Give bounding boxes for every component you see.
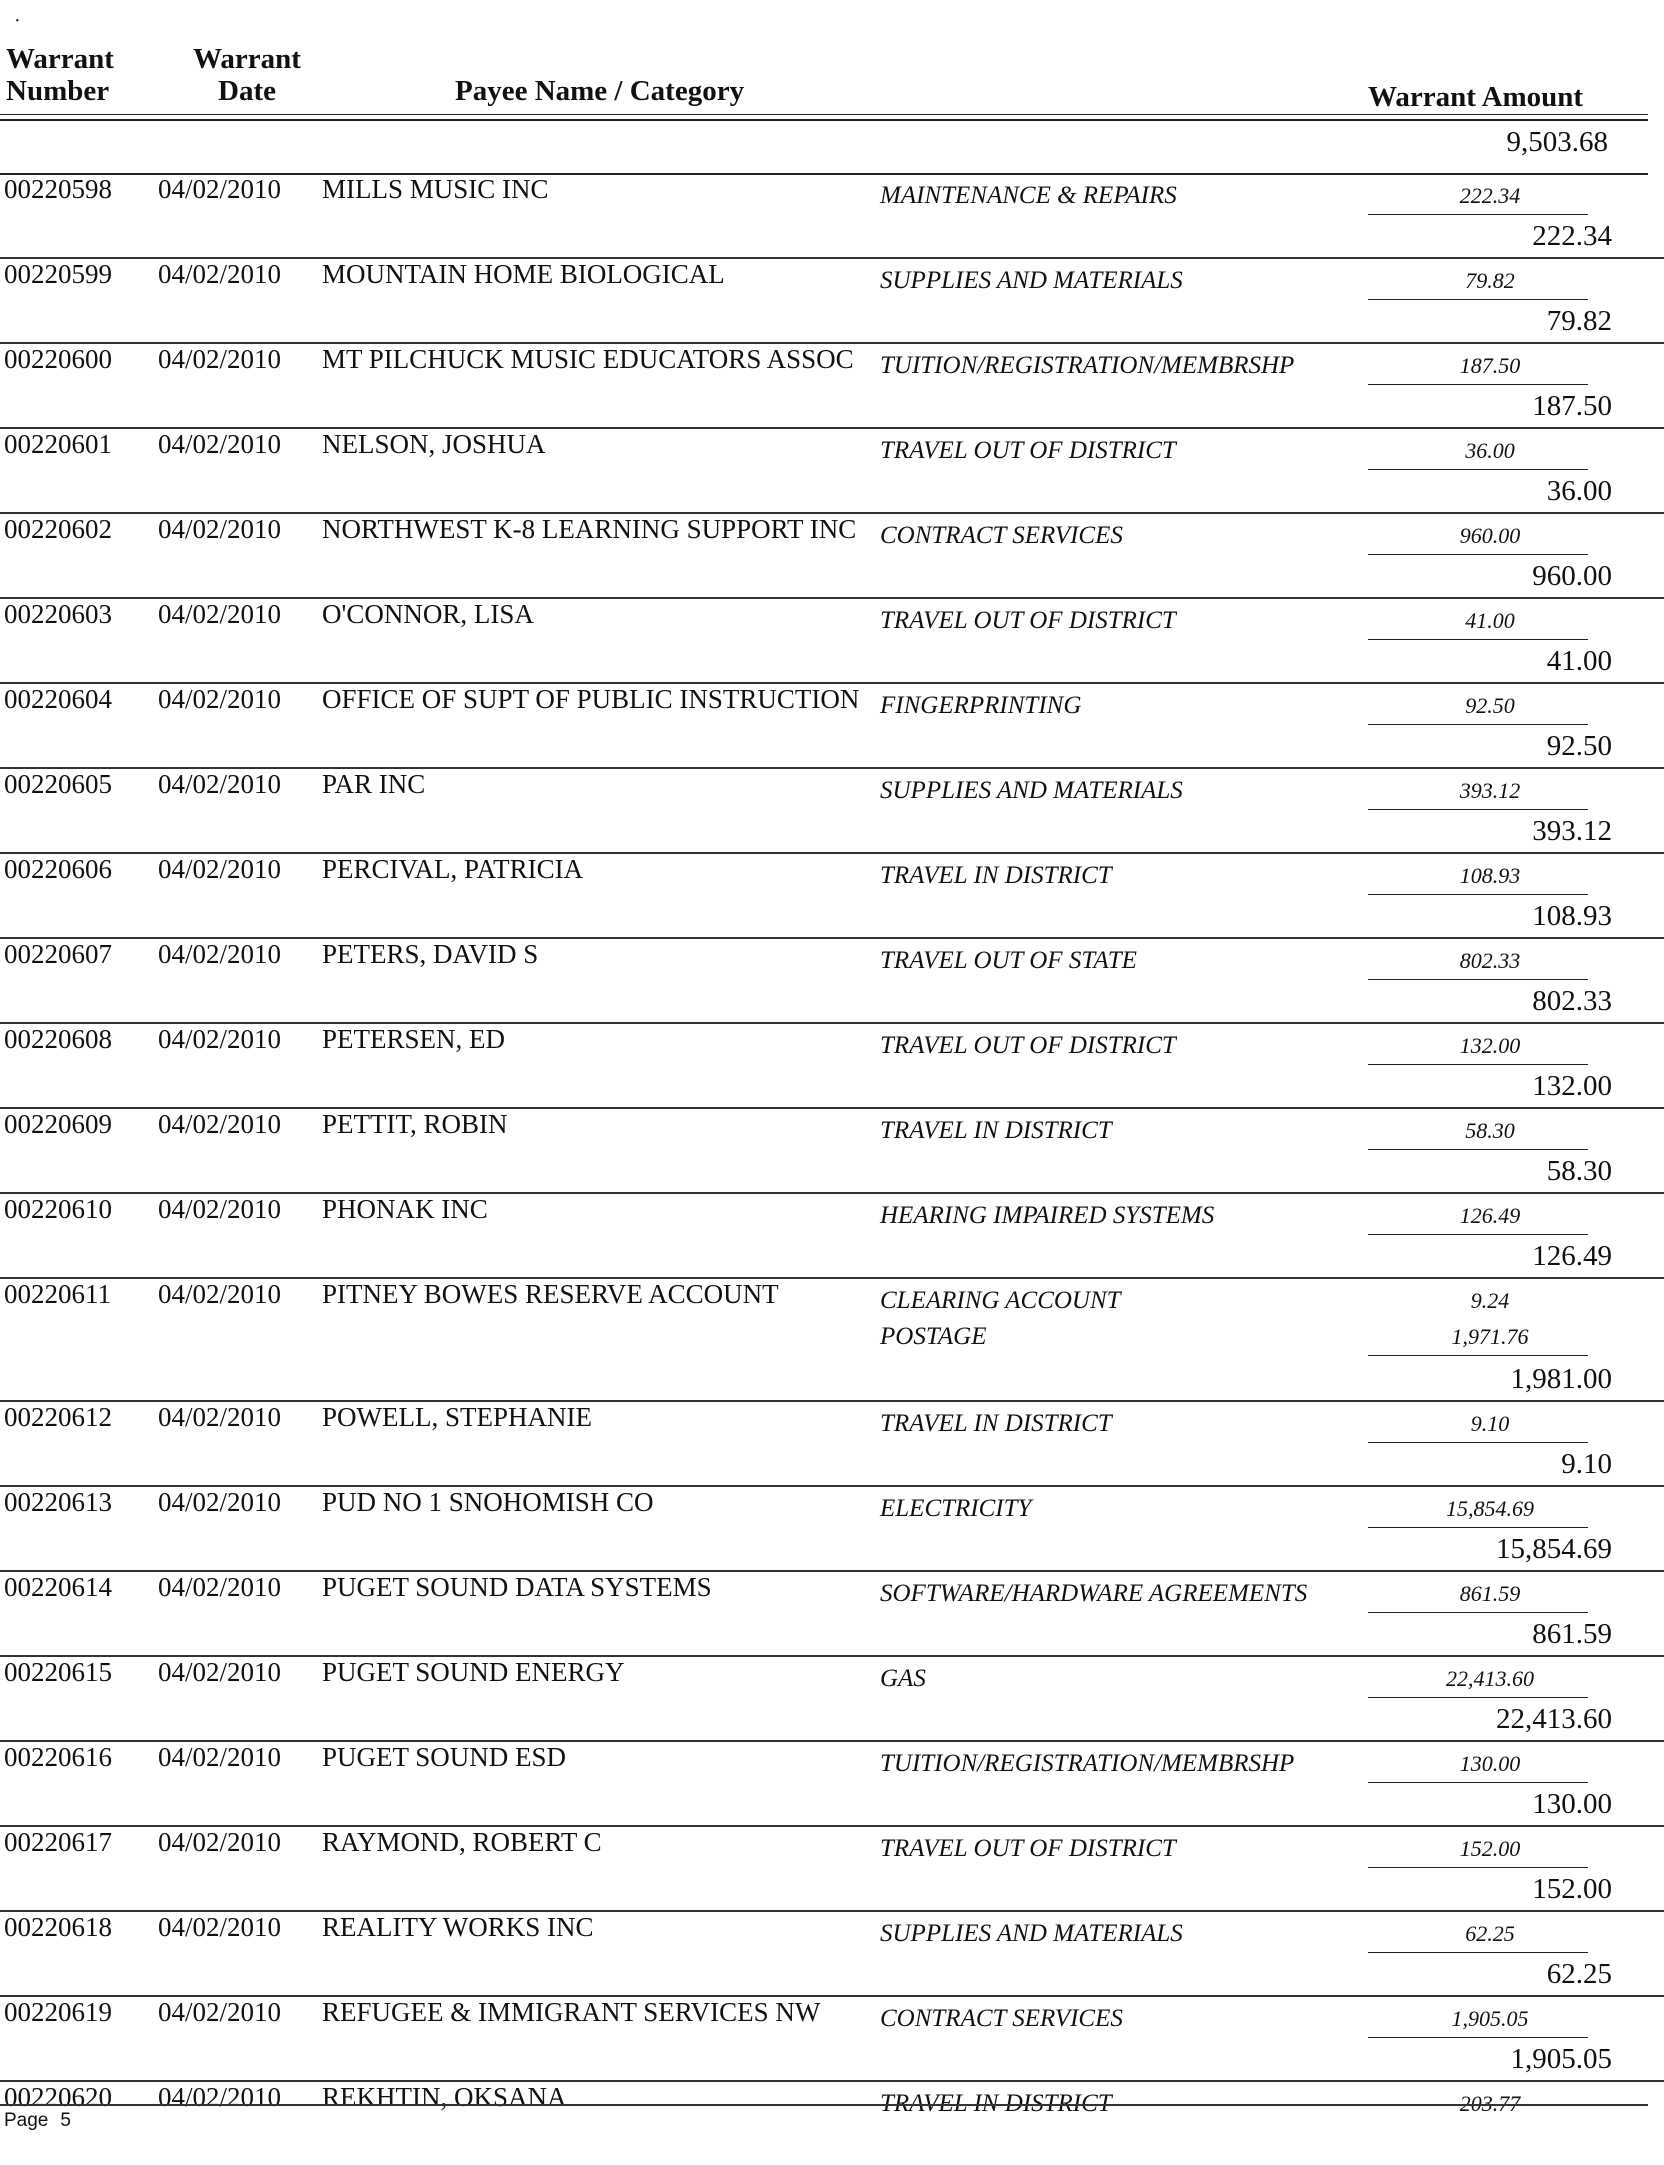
header-warrant-number: Warrant Number: [6, 43, 114, 107]
line-amount-list: [1368, 1916, 1612, 1953]
warrant-date: 04/02/2010: [158, 344, 282, 374]
payee-name: RAYMOND, ROBERT C: [322, 1827, 602, 1857]
warrant-number: 00220599: [4, 259, 112, 289]
warrant-row: [0, 1912, 1664, 1997]
warrant-date: 04/02/2010: [158, 1657, 282, 1687]
line-amount: 1,971.76: [1451, 1324, 1529, 1349]
category: POSTAGE: [880, 1323, 987, 1350]
carry-forward-amount: 9,503.68: [1506, 126, 1608, 158]
line-amount: 152.00: [1459, 1836, 1521, 1861]
line-amount: 62.25: [1465, 1921, 1515, 1946]
line-amount: 802.33: [1459, 948, 1521, 973]
warrant-date: 04/02/2010: [158, 1827, 282, 1857]
payee-name: PERCIVAL, PATRICIA: [322, 854, 584, 884]
subtotal-rule: [1368, 1234, 1588, 1235]
warrant-row: [0, 344, 1664, 429]
warrant-total: 62.25: [1546, 1958, 1612, 1990]
line-amount: 92.50: [1465, 693, 1515, 718]
warrant-number: 00220602: [4, 514, 112, 544]
page-footer: [4, 2110, 71, 2132]
line-amount: 9.10: [1470, 1411, 1510, 1436]
warrant-date: 04/02/2010: [158, 1912, 282, 1942]
category-list: [880, 2001, 1123, 2037]
warrant-total: 187.50: [1532, 390, 1612, 422]
warrant-number: 00220612: [4, 1402, 112, 1432]
warrant-number: 00220606: [4, 854, 112, 884]
page-label: Page: [4, 2110, 49, 2131]
category-list: [880, 1746, 1294, 1782]
line-amount: 861.59: [1459, 1581, 1521, 1606]
subtotal-rule: [1368, 1697, 1588, 1698]
payee-name: PUGET SOUND DATA SYSTEMS: [322, 1572, 712, 1602]
category-list: [880, 1406, 1112, 1442]
payee-name: REFUGEE & IMMIGRANT SERVICES NW: [322, 1997, 821, 2027]
category-list: [880, 1576, 1307, 1612]
warrant-number: 00220601: [4, 429, 112, 459]
category-list: [880, 603, 1176, 639]
warrant-row: [0, 1402, 1664, 1487]
warrant-date: 04/02/2010: [158, 854, 282, 884]
warrant-row: [0, 939, 1664, 1024]
payee-name: PETTIT, ROBIN: [322, 1109, 508, 1139]
page-number: 5: [60, 2110, 71, 2131]
line-amount-list: [1368, 943, 1612, 980]
warrant-total: 108.93: [1532, 900, 1612, 932]
warrant-date: 04/02/2010: [158, 429, 282, 459]
payee-name: REKHTIN, OKSANA: [322, 2082, 567, 2112]
payee-name: PAR INC: [322, 769, 426, 799]
category-list: [880, 1491, 1031, 1527]
subtotal-rule: [1368, 1867, 1588, 1868]
subtotal-rule: [1368, 639, 1588, 640]
warrant-number: 00220617: [4, 1827, 112, 1857]
warrant-total: 79.82: [1546, 305, 1612, 337]
line-amount-list: [1368, 1746, 1612, 1783]
payee-name: PETERS, DAVID S: [322, 939, 539, 969]
category: SUPPLIES AND MATERIALS: [880, 267, 1183, 294]
category-list: [880, 518, 1123, 554]
warrant-number: 00220603: [4, 599, 112, 629]
warrant-total: 960.00: [1532, 560, 1612, 592]
warrant-total: 393.12: [1532, 815, 1612, 847]
line-amount-list: [1368, 2001, 1612, 2038]
line-amount-list: [1368, 1831, 1612, 1868]
warrant-row: [0, 1657, 1664, 1742]
payee-name: PUGET SOUND ESD: [322, 1742, 567, 1772]
warrant-number: 00220620: [4, 2082, 112, 2112]
warrant-row: [0, 1194, 1664, 1279]
line-amount: 79.82: [1465, 268, 1515, 293]
payee-name: PETERSEN, ED: [322, 1024, 506, 1054]
line-amount: 222.34: [1459, 183, 1521, 208]
category: TRAVEL OUT OF DISTRICT: [880, 1835, 1176, 1862]
subtotal-rule: [1368, 214, 1588, 215]
warrant-total: 1,981.00: [1510, 1363, 1612, 1395]
warrant-date: 04/02/2010: [158, 684, 282, 714]
category-list: [880, 1916, 1183, 1952]
warrant-date: 04/02/2010: [158, 1194, 282, 1224]
line-amount-list: [1368, 263, 1612, 300]
line-amount: 130.00: [1459, 1751, 1521, 1776]
line-amount-list: [1368, 1028, 1612, 1065]
warrant-total: 22,413.60: [1496, 1703, 1612, 1735]
line-amount-list: [1368, 518, 1612, 555]
category-list: [880, 858, 1112, 894]
payee-name: NORTHWEST K-8 LEARNING SUPPORT INC: [322, 514, 857, 544]
warrant-date: 04/02/2010: [158, 1109, 282, 1139]
warrant-row: [0, 259, 1664, 344]
warrant-number: 00220604: [4, 684, 112, 714]
category: FINGERPRINTING: [880, 692, 1082, 719]
warrant-row: [0, 1024, 1664, 1109]
subtotal-rule: [1368, 1149, 1588, 1150]
category: TRAVEL IN DISTRICT: [880, 1410, 1112, 1437]
header-warrant-amount: Warrant Amount: [1368, 81, 1584, 113]
subtotal-rule: [1368, 724, 1588, 725]
category: TRAVEL IN DISTRICT: [880, 862, 1112, 889]
warrant-row: [0, 429, 1664, 514]
warrant-row: [0, 684, 1664, 769]
warrant-row: [0, 599, 1664, 684]
subtotal-rule: [1368, 384, 1588, 385]
subtotal-rule: [1368, 1527, 1588, 1528]
warrant-date: 04/02/2010: [158, 2082, 282, 2112]
warrant-total: 132.00: [1532, 1070, 1612, 1102]
category: CONTRACT SERVICES: [880, 2005, 1123, 2032]
warrant-number: 00220613: [4, 1487, 112, 1517]
line-amount: 41.00: [1465, 608, 1515, 633]
payee-name: PHONAK INC: [322, 1194, 488, 1224]
category-list: [880, 1028, 1176, 1064]
warrant-date: 04/02/2010: [158, 939, 282, 969]
warrant-date: 04/02/2010: [158, 1572, 282, 1602]
payee-name: O'CONNOR, LISA: [322, 599, 534, 629]
line-amount-list: [1368, 1283, 1612, 1356]
warrant-number: 00220611: [4, 1279, 111, 1309]
warrant-total: 802.33: [1532, 985, 1612, 1017]
payee-name: POWELL, STEPHANIE: [322, 1402, 592, 1432]
warrant-row: [0, 854, 1664, 939]
subtotal-rule: [1368, 1442, 1588, 1443]
subtotal-rule: [1368, 809, 1588, 810]
category-list: [880, 688, 1081, 724]
category: CLEARING ACCOUNT: [880, 1287, 1121, 1314]
warrant-date: 04/02/2010: [158, 769, 282, 799]
subtotal-rule: [1368, 2037, 1588, 2038]
category: TRAVEL OUT OF DISTRICT: [880, 1032, 1176, 1059]
warrant-date: 04/02/2010: [158, 1402, 282, 1432]
line-amount: 1,905.05: [1451, 2006, 1529, 2031]
warrant-date: 04/02/2010: [158, 1742, 282, 1772]
warrant-total: 92.50: [1546, 730, 1612, 762]
warrant-total: 58.30: [1546, 1155, 1612, 1187]
payee-name: PITNEY BOWES RESERVE ACCOUNT: [322, 1279, 779, 1309]
line-amount: 58.30: [1465, 1118, 1515, 1143]
payee-name: NELSON, JOSHUA: [322, 429, 546, 459]
payee-name: MT PILCHUCK MUSIC EDUCATORS ASSOC: [322, 344, 854, 374]
warrant-row: [0, 514, 1664, 599]
scan-mark: ·: [14, 10, 21, 32]
warrant-total: 152.00: [1532, 1873, 1612, 1905]
line-amount: 36.00: [1465, 438, 1515, 463]
category-list: [880, 178, 1177, 214]
warrant-date: 04/02/2010: [158, 514, 282, 544]
line-amount-list: [1368, 603, 1612, 640]
subtotal-rule: [1368, 1355, 1588, 1356]
category-list: [880, 1831, 1176, 1867]
category: TUITION/REGISTRATION/MEMBRSHP: [880, 1750, 1295, 1777]
line-amount-list: [1368, 178, 1612, 215]
warrant-date: 04/02/2010: [158, 174, 282, 204]
line-amount: 203.77: [1459, 2091, 1521, 2116]
subtotal-rule: [1368, 1612, 1588, 1613]
warrant-number: 00220619: [4, 1997, 112, 2027]
line-amount-list: [1368, 1661, 1612, 1698]
warrant-row: [0, 769, 1664, 854]
warrant-total: 222.34: [1532, 220, 1612, 252]
line-amount: 187.50: [1459, 353, 1521, 378]
line-amount: 126.49: [1459, 1203, 1521, 1228]
subtotal-rule: [1368, 1952, 1588, 1953]
warrant-date: 04/02/2010: [158, 1024, 282, 1054]
warrant-number: 00220614: [4, 1572, 112, 1602]
category: SUPPLIES AND MATERIALS: [880, 1920, 1183, 1947]
category-list: [880, 1283, 1121, 1355]
category: TRAVEL OUT OF DISTRICT: [880, 437, 1176, 464]
header-payee-category: Payee Name / Category: [455, 75, 745, 107]
warrant-total: 41.00: [1546, 645, 1612, 677]
payee-name: PUD NO 1 SNOHOMISH CO: [322, 1487, 654, 1517]
subtotal-rule: [1368, 469, 1588, 470]
warrant-number: 00220607: [4, 939, 112, 969]
warrant-number: 00220598: [4, 174, 112, 204]
category: SOFTWARE/HARDWARE AGREEMENTS: [880, 1580, 1308, 1607]
category-list: [880, 1661, 926, 1697]
footer-rule: [0, 2104, 1648, 2106]
warrant-number: 00220616: [4, 1742, 112, 1772]
category: MAINTENANCE & REPAIRS: [880, 182, 1177, 209]
category: TRAVEL OUT OF DISTRICT: [880, 607, 1176, 634]
category-list: [880, 1198, 1214, 1234]
line-amount: 960.00: [1459, 523, 1521, 548]
line-amount-list: [1368, 1491, 1612, 1528]
warrant-date: 04/02/2010: [158, 599, 282, 629]
line-amount-list: [1368, 688, 1612, 725]
category: GAS: [880, 1665, 926, 1692]
line-amount: 15,854.69: [1446, 1496, 1534, 1521]
warrant-row: [0, 1279, 1664, 1402]
warrant-date: 04/02/2010: [158, 259, 282, 289]
category: TUITION/REGISTRATION/MEMBRSHP: [880, 352, 1295, 379]
warrant-number: 00220609: [4, 1109, 112, 1139]
warrant-number: 00220615: [4, 1657, 112, 1687]
line-amount-list: [1368, 1406, 1612, 1443]
subtotal-rule: [1368, 1064, 1588, 1065]
warrant-row: [0, 2082, 1664, 2165]
payee-name: PUGET SOUND ENERGY: [322, 1657, 625, 1687]
line-amount-list: [1368, 433, 1612, 470]
line-amount: 108.93: [1459, 863, 1521, 888]
warrant-row: [0, 1742, 1664, 1827]
line-amount-list: [1368, 773, 1612, 810]
header-rule-double: [0, 119, 1648, 121]
subtotal-rule: [1368, 1782, 1588, 1783]
category: TRAVEL IN DISTRICT: [880, 1117, 1112, 1144]
warrant-total: 15,854.69: [1496, 1533, 1612, 1565]
line-amount: 22,413.60: [1446, 1666, 1534, 1691]
category: TRAVEL OUT OF STATE: [880, 947, 1137, 974]
category-list: [880, 1113, 1112, 1149]
warrant-number: 00220608: [4, 1024, 112, 1054]
subtotal-rule: [1368, 299, 1588, 300]
line-amount: 132.00: [1459, 1033, 1521, 1058]
category: CONTRACT SERVICES: [880, 522, 1123, 549]
subtotal-rule: [1368, 894, 1588, 895]
category: TRAVEL IN DISTRICT: [880, 2090, 1112, 2117]
line-amount: 9.24: [1470, 1288, 1510, 1313]
payee-name: MILLS MUSIC INC: [322, 174, 549, 204]
category-list: [880, 773, 1183, 809]
warrant-total: 861.59: [1532, 1618, 1612, 1650]
category: HEARING IMPAIRED SYSTEMS: [880, 1202, 1215, 1229]
warrant-row: [0, 174, 1664, 259]
subtotal-rule: [1368, 979, 1588, 980]
warrant-number: 00220610: [4, 1194, 112, 1224]
category: SUPPLIES AND MATERIALS: [880, 777, 1183, 804]
payee-name: REALITY WORKS INC: [322, 1912, 594, 1942]
category-list: [880, 348, 1294, 384]
header-rule: [0, 114, 1648, 115]
line-amount-list: [1368, 1113, 1612, 1150]
header-warrant-date: Warrant Date: [193, 43, 301, 107]
line-amount-list: [1368, 1198, 1612, 1235]
warrant-row: [0, 1109, 1664, 1194]
subtotal-rule: [1368, 554, 1588, 555]
payee-name: OFFICE OF SUPT OF PUBLIC INSTRUCTION: [322, 684, 860, 714]
line-amount: 393.12: [1459, 778, 1521, 803]
warrant-total: 9.10: [1561, 1448, 1612, 1480]
category-list: [880, 433, 1176, 469]
line-amount-list: [1368, 348, 1612, 385]
category-list: [880, 943, 1137, 979]
warrant-number: 00220600: [4, 344, 112, 374]
warrant-row: [0, 1572, 1664, 1657]
warrant-total: 126.49: [1532, 1240, 1612, 1272]
category: ELECTRICITY: [880, 1495, 1032, 1522]
line-amount-list: [1368, 858, 1612, 895]
line-amount-list: [1368, 1576, 1612, 1613]
warrant-total: 130.00: [1532, 1788, 1612, 1820]
warrant-row: [0, 1487, 1664, 1572]
warrant-row: [0, 1827, 1664, 1912]
warrant-total: 1,905.05: [1510, 2043, 1612, 2075]
payee-name: MOUNTAIN HOME BIOLOGICAL: [322, 259, 725, 289]
warrant-date: 04/02/2010: [158, 1997, 282, 2027]
warrant-row: [0, 1997, 1664, 2082]
warrant-number: 00220605: [4, 769, 112, 799]
warrant-date: 04/02/2010: [158, 1279, 282, 1309]
warrant-date: 04/02/2010: [158, 1487, 282, 1517]
warrant-total: 36.00: [1546, 475, 1612, 507]
warrant-number: 00220618: [4, 1912, 112, 1942]
warrant-list: [0, 174, 1664, 2165]
category-list: [880, 263, 1183, 299]
